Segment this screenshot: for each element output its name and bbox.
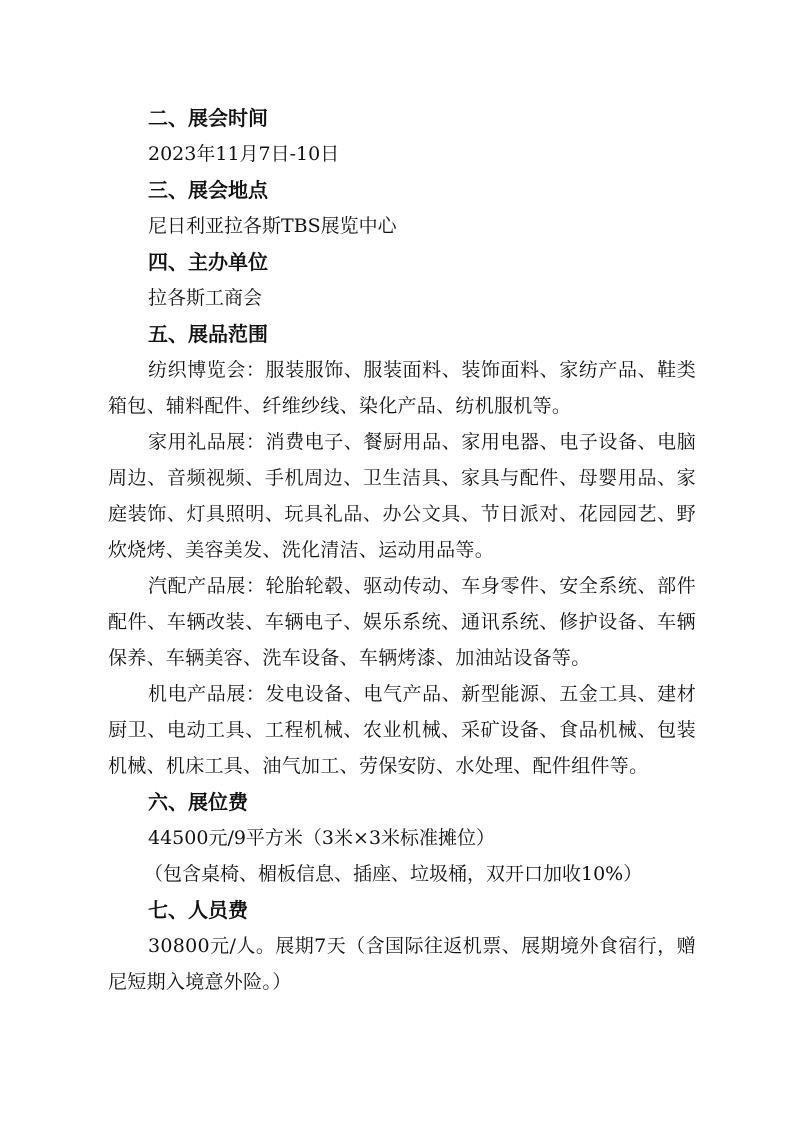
personnel-fee-text: 30800元/人。展期7天（含国际往返机票、展期境外食宿行，赠尼短期入境意外险。） [108,935,696,993]
scope-paragraph-textile: 纺织博览会：服装服饰、服装面料、装饰面料、家纺产品、鞋类箱包、辅料配件、纤维纱线、染化产品、纺机服机等。 [108,359,696,417]
section-heading-exhibit-scope: 五、展品范围 [148,322,268,346]
organizer-text: 拉各斯工商会 [148,287,263,309]
document-body [108,100,696,1000]
section-heading-booth-fee: 六、展位费 [148,790,248,814]
exhibition-venue-text: 尼日利亚拉各斯TBS展览中心 [148,215,397,237]
booth-fee-price: 44500元/9平方米（3米×3米标准摊位） [148,827,496,849]
exhibition-time-text: 2023年11月7日-10日 [148,143,340,165]
section-heading-personnel-fee: 七、人员费 [148,898,248,922]
booth-fee-note: （包含桌椅、楣板信息、插座、垃圾桶，双开口加收10%） [144,863,643,885]
scope-paragraph-electromechanical: 机电产品展：发电设备、电气产品、新型能源、五金工具、建材厨卫、电动工具、工程机械、农业机械、采矿设备、食品机械、包装机械、机床工具、油气加工、劳保安防、水处理、配件组件等。 [108,683,696,777]
section-heading-organizer: 四、主办单位 [148,250,268,274]
scope-paragraph-home-gifts: 家用礼品展：消费电子、餐厨用品、家用电器、电子设备、电脑周边、音频视频、手机周边、卫生洁具、家具与配件、母婴用品、家庭装饰、灯具照明、玩具礼品、办公文具、节日派对、花园园艺、野炊烧烤、美容美发、洗化清洁、运动用品等。 [108,431,696,561]
scope-paragraph-auto-parts: 汽配产品展：轮胎轮毂、驱动传动、车身零件、安全系统、部件配件、车辆改装、车辆电子、娱乐系统、通讯系统、修护设备、车辆保养、车辆美容、洗车设备、车辆烤漆、加油站设备等。 [108,575,696,669]
section-heading-exhibition-time: 二、展会时间 [148,106,268,130]
section-heading-exhibition-venue: 三、展会地点 [148,178,268,202]
